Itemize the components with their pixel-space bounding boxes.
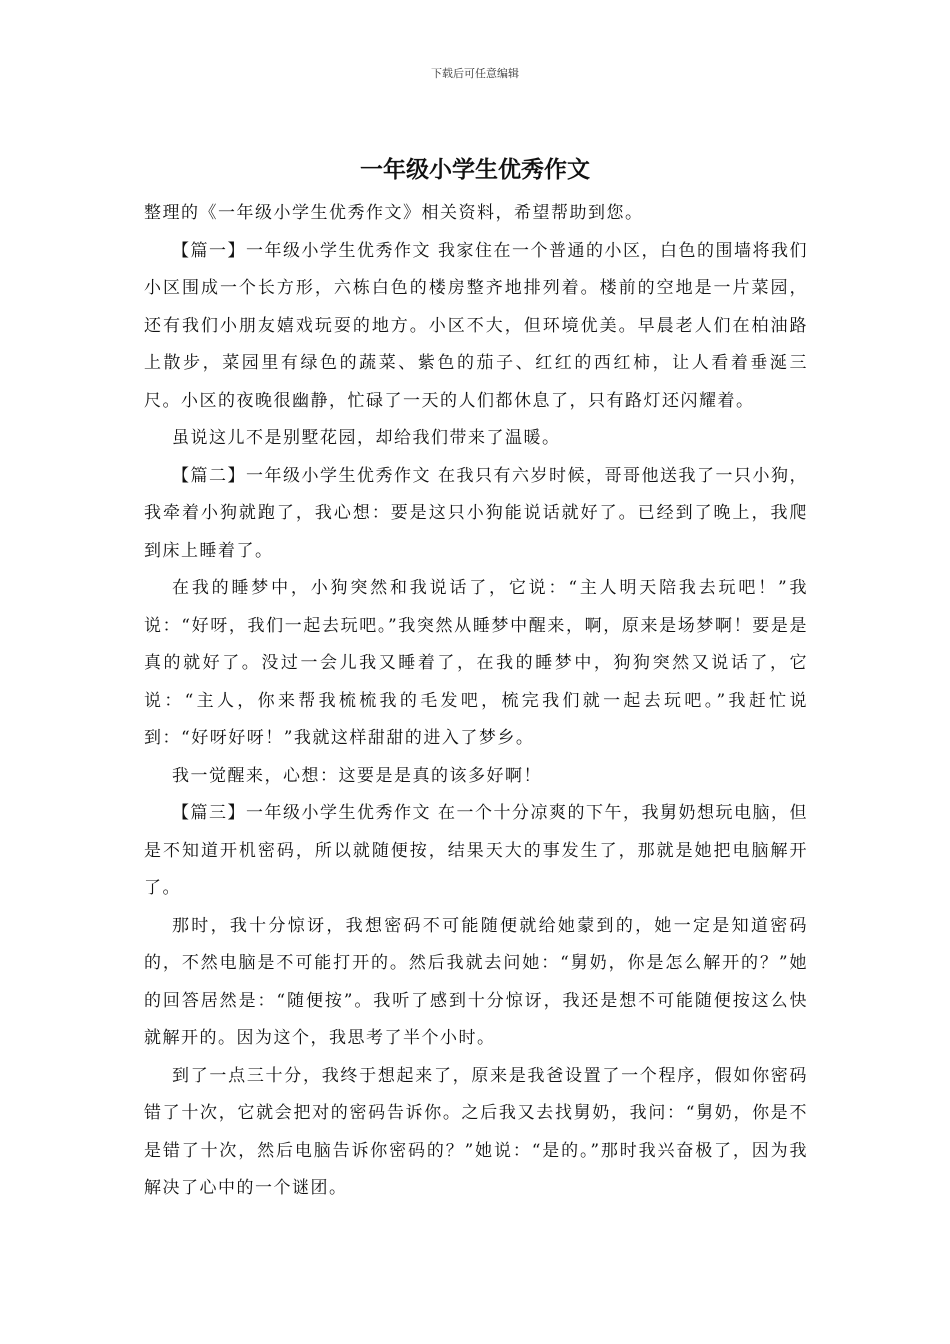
essay-two-closing: 我一觉醒来，心想：这要是是真的该多好啊！ bbox=[172, 765, 542, 786]
header-note: 下载后可任意编辑 bbox=[431, 67, 519, 80]
intro-paragraph: 整理的《一年级小学生优秀作文》相关资料，希望帮助到您。 bbox=[144, 203, 644, 223]
essay-body bbox=[144, 195, 808, 1208]
essay-three-closing: 到了一点三十分，我终于想起来了，原来是我爸设置了一个程序，假如你密码错了十次，它就会把对的密码告诉你。之后我又去找舅奶，我问：“舅奶，你是不是错了十次，然后电脑告诉你密码的？”她说：“是的。”那时我兴奋极了，因为我解决了心中的一个谜团。 bbox=[144, 1065, 808, 1198]
page-title: 一年级小学生优秀作文 bbox=[360, 156, 590, 183]
essay-one-closing: 虽说这儿不是别墅花园，却给我们带来了温暖。 bbox=[172, 428, 561, 448]
essay-three-paragraph: 【篇三】一年级小学生优秀作文 在一个十分凉爽的下午，我舅奶想玩电脑，但是不知道开机密码，所以就随便按，结果天大的事发生了，那就是她把电脑解开了。 bbox=[144, 803, 808, 898]
essay-two-paragraph: 【篇二】一年级小学生优秀作文 在我只有六岁时候，哥哥他送我了一只小狗，我牵着小狗就跑了，我心想：要是这只小狗能说话就好了。已经到了晚上，我爬到床上睡着了。 bbox=[144, 465, 808, 561]
essay-two-dream-paragraph: 在我的睡梦中，小狗突然和我说话了，它说：“主人明天陪我去玩吧！”我说：“好呀，我们一起去玩吧。”我突然从睡梦中醒来，啊，原来是场梦啊！要是是真的就好了。没过一会儿我又睡着了，在我的睡梦中，狗狗突然又说话了，它说：“主人，你来帮我梳梳我的毛发吧，梳完我们就一起去玩吧。”我赶忙说到：“好呀好呀！”我就这样甜甜的进入了梦乡。 bbox=[144, 578, 808, 748]
essay-three-surprise-paragraph: 那时，我十分惊讶，我想密码不可能随便就给她蒙到的，她一定是知道密码的，不然电脑是不可能打开的。然后我就去问她：“舅奶，你是怎么解开的？”她的回答居然是：“随便按”。我听了感到十分惊讶，我还是想不可能随便按这么快就解开的。因为这个，我思考了半个小时。 bbox=[144, 915, 808, 1048]
essay-one-paragraph: 【篇一】一年级小学生优秀作文 我家住在一个普通的小区，白色的围墙将我们小区围成一个长方形，六栋白色的楼房整齐地排列着。楼前的空地是一片菜园，还有我们小朋友嬉戏玩耍的地方。小区不大，但环境优美。早晨老人们在柏油路上散步，菜园里有绿色的蔬菜、紫色的茄子、红红的西红柿，让人看着垂涎三尺。小区的夜晚很幽静，忙碌了一天的人们都休息了，只有路灯还闪耀着。 bbox=[144, 240, 808, 411]
